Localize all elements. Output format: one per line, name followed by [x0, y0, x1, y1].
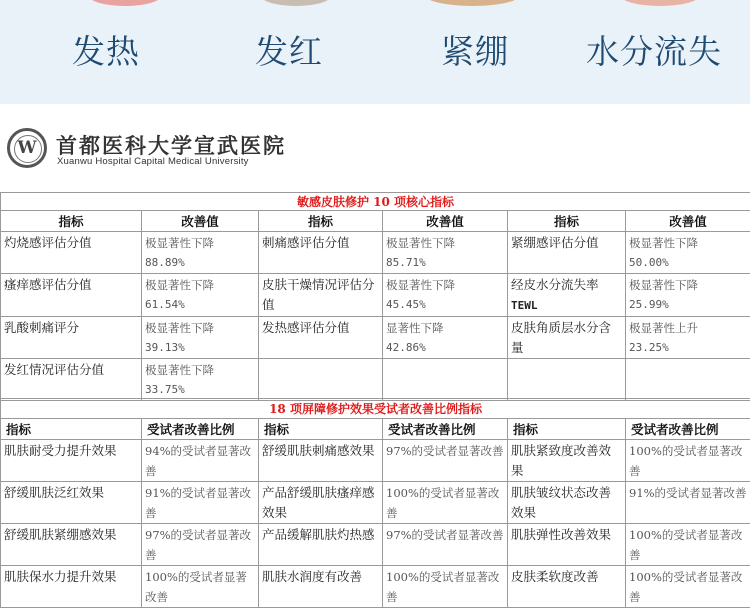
symptom-label: 发红	[255, 26, 323, 73]
effect-cell: 舒缓肌肤泛红效果	[1, 482, 142, 524]
empty-cell	[259, 359, 383, 401]
level-text: 极显著性下降	[145, 236, 214, 250]
percent-text: 85.71%	[386, 253, 504, 273]
value-cell	[626, 232, 750, 274]
effect-cell: 肌肤皱纹状态改善效果	[508, 482, 626, 524]
face-photo-4	[620, 0, 700, 6]
column-header: 指标	[508, 211, 626, 232]
value-cell	[383, 317, 508, 359]
column-header: 受试者改善比例	[383, 419, 508, 440]
hospital-seal-icon	[7, 128, 47, 168]
indicator-cell: 皮肤角质层水分含量	[508, 317, 626, 359]
ratio-cell: 91%的受试者显著改善	[626, 482, 750, 524]
value-cell	[142, 274, 259, 317]
ratio-cell: 97%的受试者显著改善	[142, 524, 259, 566]
percent-text: 33.75%	[145, 380, 255, 400]
table-row	[1, 482, 750, 524]
percent-text: 25.99%	[629, 295, 747, 315]
effect-cell: 舒缓肌肤刺痛感效果	[259, 440, 383, 482]
level-text: 极显著性下降	[145, 321, 214, 335]
symptom-label: 发热	[72, 26, 140, 73]
empty-cell	[626, 359, 750, 401]
level-text: 极显著性下降	[629, 278, 698, 292]
ratio-cell: 91%的受试者显著改善	[142, 482, 259, 524]
table-row	[1, 359, 750, 401]
level-text: 显著性下降	[386, 321, 444, 335]
hospital-name-en: Xuanwu Hospital Capital Medical University	[57, 156, 249, 167]
indicator-cell: 乳酸刺痛评分	[1, 317, 142, 359]
ratio-cell: 94%的受试者显著改善	[142, 440, 259, 482]
table-row	[1, 274, 750, 317]
empty-cell	[383, 359, 508, 401]
effect-cell: 舒缓肌肤紧绷感效果	[1, 524, 142, 566]
value-cell	[142, 359, 259, 401]
level-text: 极显著性下降	[145, 363, 214, 377]
value-cell	[626, 317, 750, 359]
column-header: 指标	[259, 211, 383, 232]
level-text: 极显著性下降	[386, 236, 455, 250]
percent-text: 23.25%	[629, 338, 747, 358]
ratio-cell: 100%的受试者显著改善	[626, 440, 750, 482]
table-title: 18 项屏障修护效果受试者改善比例指标	[1, 399, 750, 419]
symptom-label: 紧绷	[441, 26, 509, 73]
indicator-cell: 皮肤干燥情况评估分值	[259, 274, 383, 317]
percent-text: 45.45%	[386, 295, 504, 315]
value-cell	[142, 317, 259, 359]
level-text: 极显著性下降	[145, 278, 214, 292]
symptom-label: 水分流失	[586, 26, 722, 73]
indicator-text: 经皮水分流失率	[511, 277, 599, 292]
column-header: 改善值	[626, 211, 750, 232]
indicator-cell: 发红情况评估分值	[1, 359, 142, 401]
effect-cell: 肌肤紧致度改善效果	[508, 440, 626, 482]
indicator-cell: 瘙痒感评估分值	[1, 274, 142, 317]
core-indicators-table	[0, 192, 750, 401]
effect-cell: 皮肤柔软度改善	[508, 566, 626, 608]
table-title: 敏感皮肤修护 10 项核心指标	[1, 193, 750, 211]
ratio-cell: 100%的受试者显著改善	[383, 482, 508, 524]
indicator-cell: 紧绷感评估分值	[508, 232, 626, 274]
column-header: 改善值	[142, 211, 259, 232]
indicator-cell: 刺痛感评估分值	[259, 232, 383, 274]
ratio-cell: 97%的受试者显著改善	[383, 524, 508, 566]
ratio-cell: 100%的受试者显著改善	[626, 524, 750, 566]
column-header: 指标	[1, 211, 142, 232]
column-header: 受试者改善比例	[142, 419, 259, 440]
effect-cell: 产品舒缓肌肤瘙痒感效果	[259, 482, 383, 524]
ratio-cell: 100%的受试者显著改善	[142, 566, 259, 608]
table-row	[1, 440, 750, 482]
tewl-label: TEWL	[511, 299, 538, 312]
level-text: 极显著性上升	[629, 321, 698, 335]
improvement-ratio-table	[0, 398, 750, 608]
value-cell	[383, 274, 508, 317]
table-row	[1, 232, 750, 274]
seal-letter: W	[10, 138, 44, 158]
level-text: 极显著性下降	[629, 236, 698, 250]
ratio-cell: 97%的受试者显著改善	[383, 440, 508, 482]
empty-cell	[508, 359, 626, 401]
face-photo-2	[260, 0, 332, 6]
column-header: 改善值	[383, 211, 508, 232]
effect-cell: 产品缓解肌肤灼热感	[259, 524, 383, 566]
percent-text: 50.00%	[629, 253, 747, 273]
face-photo-3	[425, 0, 520, 6]
ratio-cell: 100%的受试者显著改善	[626, 566, 750, 608]
value-cell	[383, 232, 508, 274]
table-row	[1, 317, 750, 359]
effect-cell: 肌肤耐受力提升效果	[1, 440, 142, 482]
percent-text: 39.13%	[145, 338, 255, 358]
indicator-cell: 发热感评估分值	[259, 317, 383, 359]
percent-text: 61.54%	[145, 295, 255, 315]
indicator-cell	[508, 274, 626, 317]
value-cell	[142, 232, 259, 274]
hospital-name-cn: 首都医科大学宣武医院	[56, 130, 286, 160]
ratio-cell: 100%的受试者显著改善	[383, 566, 508, 608]
table-row	[1, 524, 750, 566]
column-header: 指标	[259, 419, 383, 440]
face-photo-1	[88, 0, 162, 6]
value-cell	[626, 274, 750, 317]
symptom-banner	[0, 0, 750, 104]
effect-cell: 肌肤水润度有改善	[259, 566, 383, 608]
column-header: 指标	[1, 419, 142, 440]
indicator-cell: 灼烧感评估分值	[1, 232, 142, 274]
column-header: 受试者改善比例	[626, 419, 750, 440]
level-text: 极显著性下降	[386, 278, 455, 292]
column-header: 指标	[508, 419, 626, 440]
percent-text: 88.89%	[145, 253, 255, 273]
effect-cell: 肌肤保水力提升效果	[1, 566, 142, 608]
percent-text: 42.86%	[386, 338, 504, 358]
effect-cell: 肌肤弹性改善效果	[508, 524, 626, 566]
